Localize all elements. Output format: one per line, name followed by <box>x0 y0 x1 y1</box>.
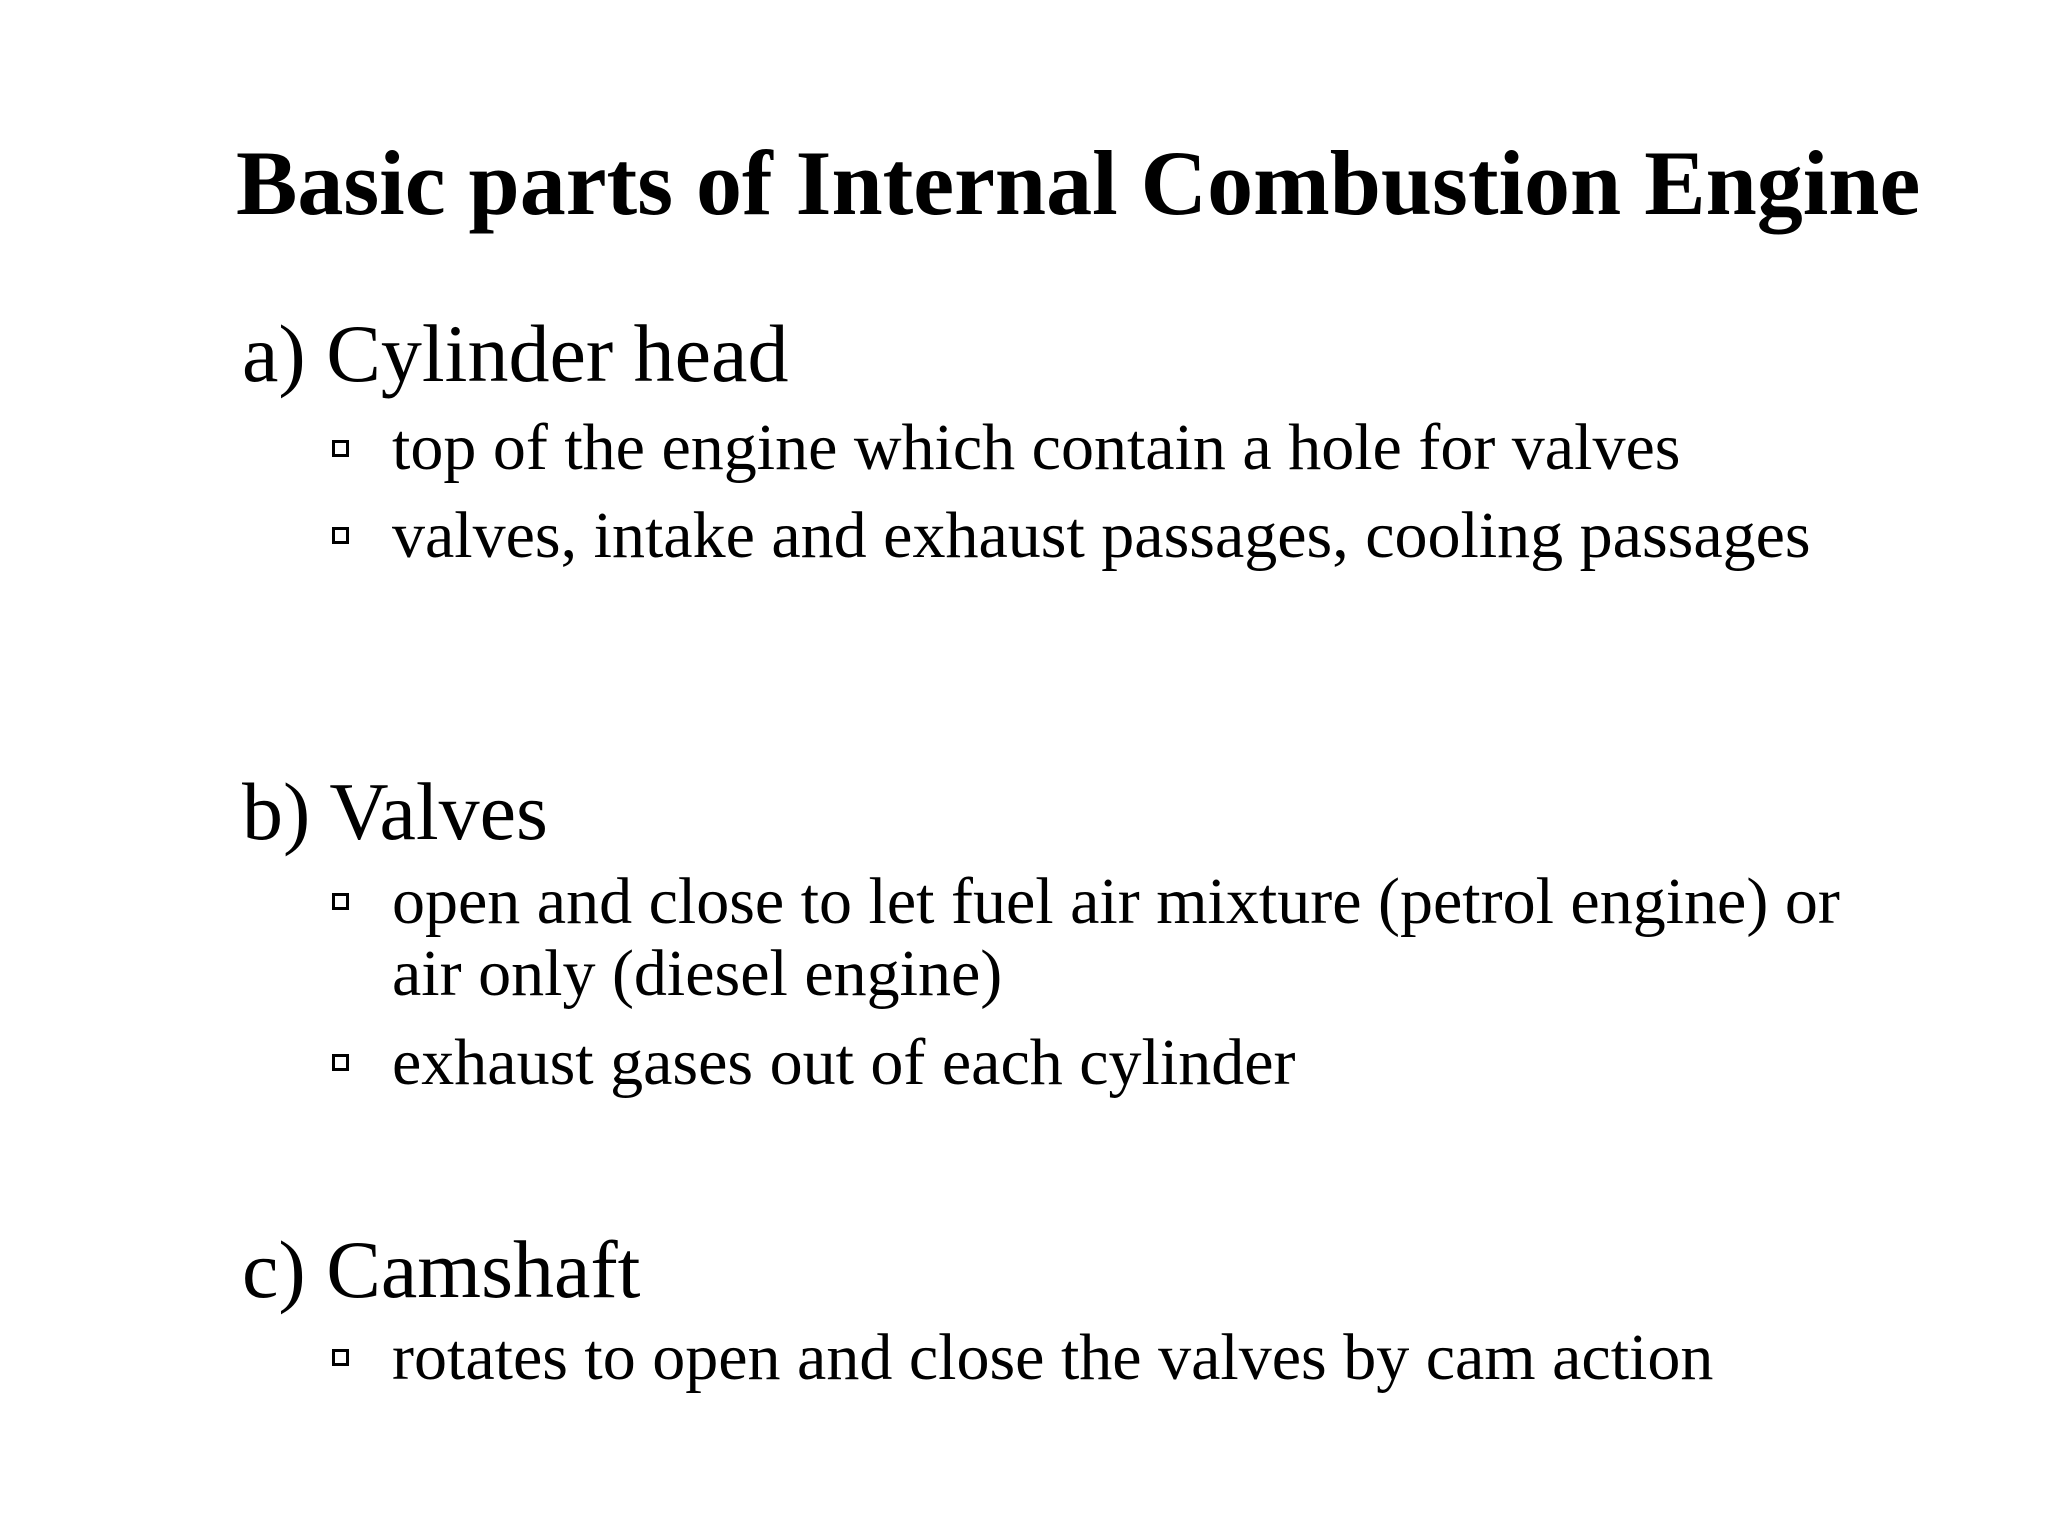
section-heading-valves: b) Valves <box>242 766 548 857</box>
bullet-square-icon <box>332 440 349 457</box>
section-heading-camshaft: c) Camshaft <box>242 1224 641 1315</box>
bullet-square-icon <box>332 1054 349 1071</box>
bullet-text: top of the engine which contain a hole for valves <box>392 411 1681 484</box>
section-heading-cylinder-head: a) Cylinder head <box>242 308 789 399</box>
bullet-text: open and close to let fuel air mixture (petrol engine) or air only (diesel engine) <box>392 865 1840 1010</box>
slide-title: Basic parts of Internal Combustion Engine <box>236 132 1921 234</box>
bullet-text: exhaust gases out of each cylinder <box>392 1026 1296 1099</box>
bullet-square-icon <box>332 527 349 544</box>
bullet-square-icon <box>332 893 349 910</box>
bullet-text: valves, intake and exhaust passages, cooling passages <box>392 499 1811 572</box>
bullet-text: rotates to open and close the valves by cam action <box>392 1321 1714 1394</box>
bullet-square-icon <box>332 1349 349 1366</box>
